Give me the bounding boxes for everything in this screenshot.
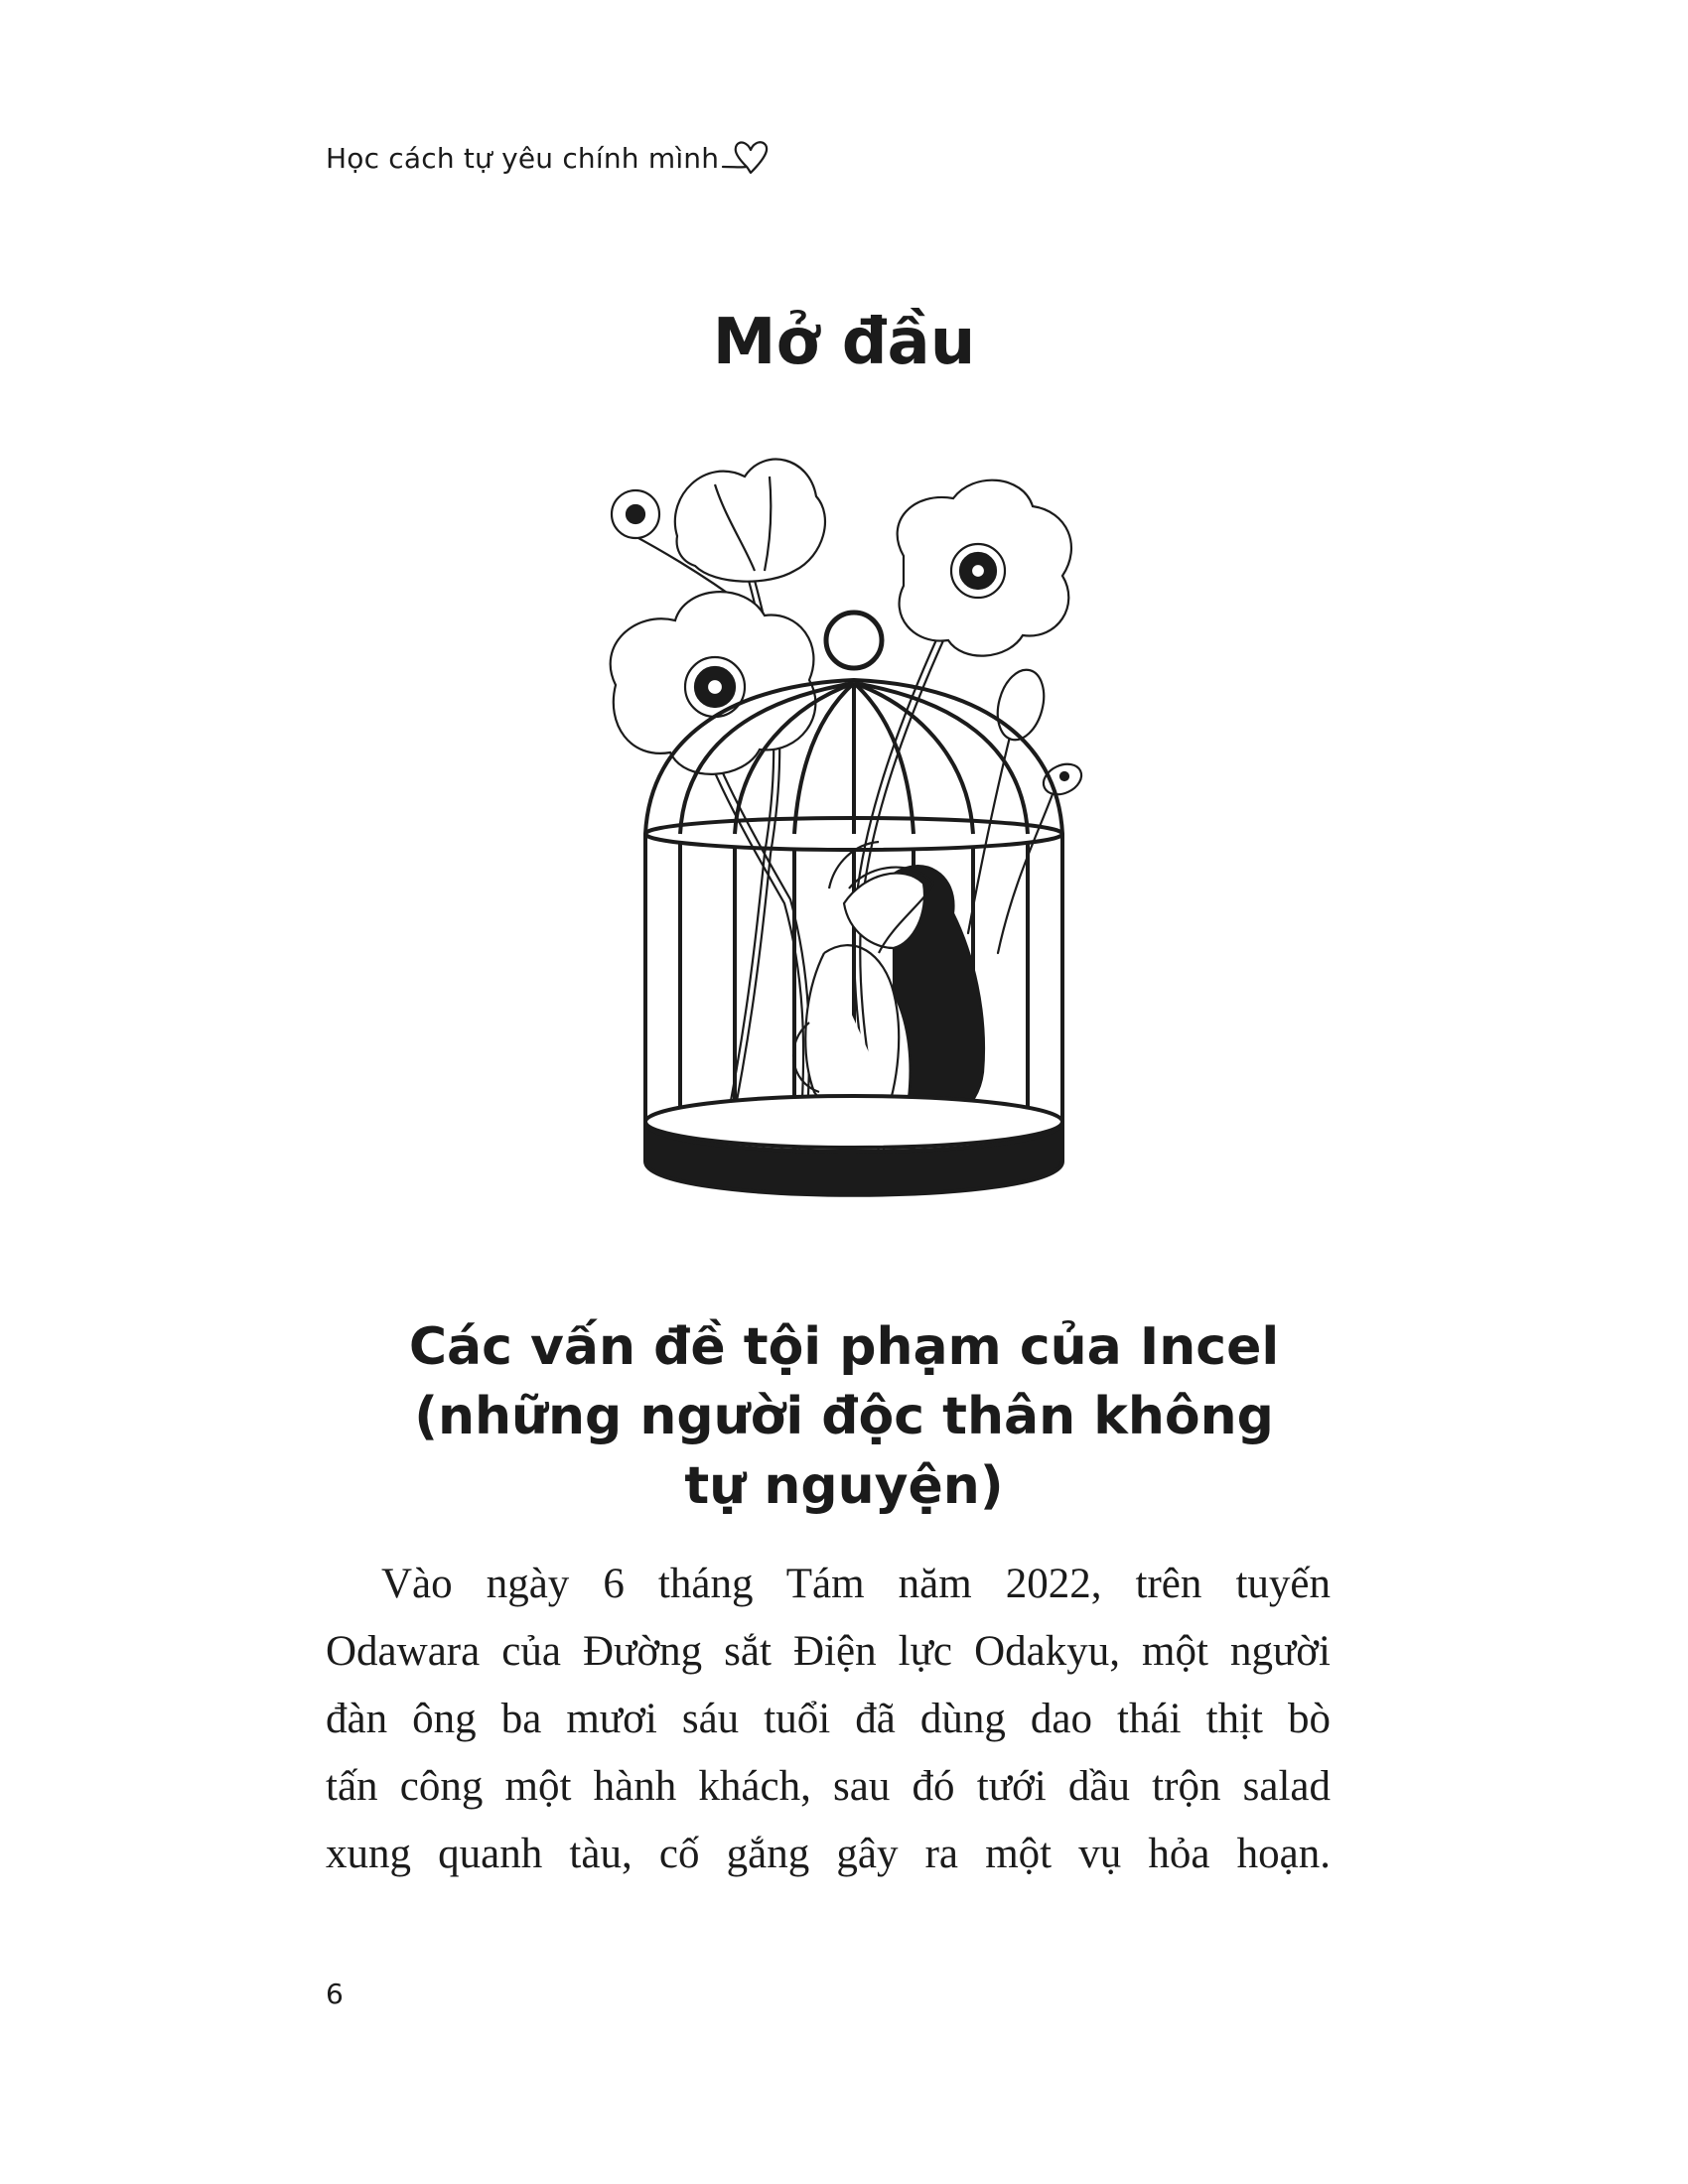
body-line: Vào ngày 6 tháng Tám năm 2022, trên tuyến — [381, 1561, 1331, 1607]
body-paragraph — [326, 1551, 1331, 1888]
body-line: xung quanh tàu, cố gắng gây ra một vụ hỏa hoạn. — [326, 1831, 1331, 1877]
running-header — [326, 137, 776, 179]
heart-icon — [721, 137, 776, 179]
section-heading — [0, 1312, 1688, 1521]
body-line: đàn ông ba mươi sáu tuổi đã dùng dao thái thịt bò — [326, 1696, 1331, 1742]
section-heading-line: (những người độc thân không — [414, 1387, 1274, 1446]
running-title: Học cách tự yêu chính mình — [326, 141, 720, 175]
birdcage-poppies-illustration — [596, 437, 1112, 1221]
page-number: 6 — [326, 1978, 344, 2010]
body-line: tấn công một hành khách, sau đó tưới dầu trộn salad — [326, 1763, 1331, 1810]
section-heading-line: Các vấn đề tội phạm của Incel — [408, 1317, 1280, 1377]
body-line: Odawara của Đường sắt Điện lực Odakyu, một người — [326, 1628, 1331, 1675]
chapter-title: Mở đầu — [712, 306, 976, 379]
section-heading-line: tự nguyện) — [684, 1456, 1004, 1516]
